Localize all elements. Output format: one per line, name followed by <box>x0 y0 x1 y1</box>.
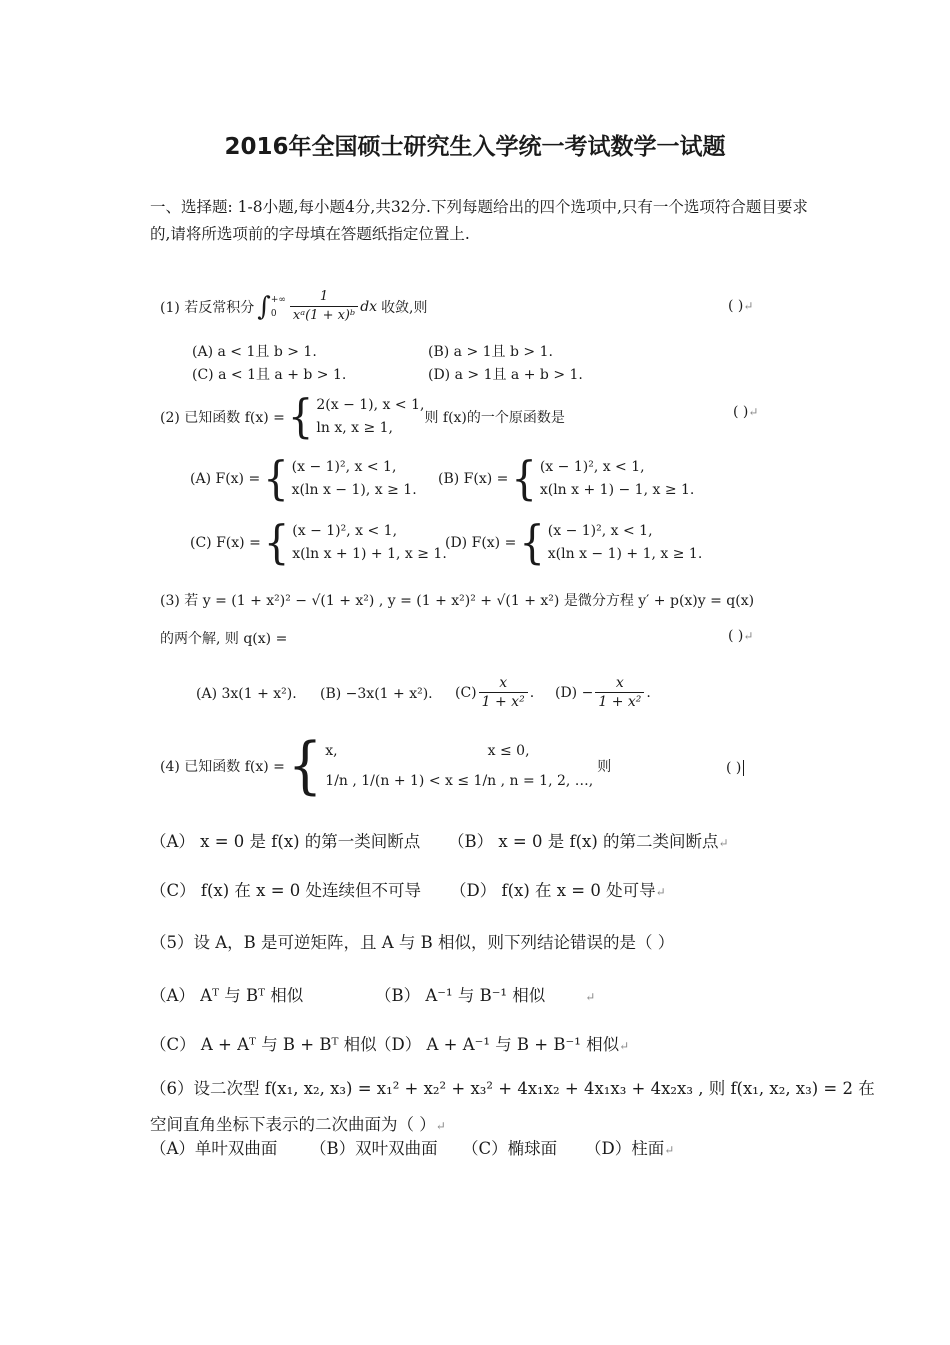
q6-option-d: （D）柱面↵ <box>585 1139 675 1158</box>
q6-option-b: （B）双叶双曲面 <box>310 1139 438 1158</box>
q2-option-a: (A) F(x) = { (x − 1)², x < 1, x(ln x − 1), x ≥ 1. <box>190 452 417 506</box>
question-1-stem <box>160 288 428 325</box>
q3-option-b: (B) −3x(1 + x²). <box>320 686 433 702</box>
q2-brace: { <box>287 390 314 444</box>
integral-sign: ∫ <box>257 291 271 322</box>
q4-case-2: 1/n , 1/(n + 1) < x ≤ 1/n , n = 1, 2, …, <box>325 773 594 789</box>
question-3-line-1: (3) 若 y = (1 + x²)² − √(1 + x²) , y = (1 + x²)² + √(1 + x²) 是微分方程 y′ + p(x)y = q(x) <box>160 593 755 609</box>
q4-prefix: (4) 已知函数 f(x) = <box>160 759 285 775</box>
q1-option-c: (C) a < 1且 a + b > 1. <box>192 367 347 383</box>
question-6-stem-line-1: （6）设二次型 f(x₁, x₂, x₃) = x₁² + x₂² + x₃² + 4x₁x₂ + 4x₁x₃ + 4x₂x₃ , 则 f(x₁, x₂, x₃) = 2 在 <box>150 1079 875 1098</box>
question-3-line-2: 的两个解, 则 q(x) = <box>160 631 288 647</box>
q5-option-b: （B） A⁻¹ 与 B⁻¹ 相似 ↵ <box>375 986 596 1005</box>
q4-option-a: （A） x = 0 是 f(x) 的第一类间断点 <box>150 832 421 851</box>
question-6-stem-line-2: 空间直角坐标下表示的二次曲面为（ ）↵ <box>150 1115 446 1134</box>
q1-denominator: xᵃ(1 + x)ᵇ <box>292 308 356 323</box>
q1-answer-blank: ( )↵ <box>728 298 754 314</box>
section-instructions: 一、选择题: 1-8小题,每小题4分,共32分.下列每题给出的四个选项中,只有一个选项符合题目要求的,请将所选项前的字母填在答题纸指定位置上. <box>150 198 808 243</box>
q1-option-b: (B) a > 1且 b > 1. <box>428 344 553 360</box>
q2-case-1: 2(x − 1), x < 1, <box>316 397 425 413</box>
q4-suffix: 则 <box>597 759 612 775</box>
q1-numerator: 1 <box>290 288 358 307</box>
q2-option-b: (B) F(x) = { (x − 1)², x < 1, x(ln x + 1) − 1, x ≥ 1. <box>438 452 695 506</box>
question-4-stem: (4) 已知函数 f(x) = { x, x ≤ 0, 1/n , 1/(n + 1) < x ≤ 1/n , n = 1, 2, …, 则 <box>160 729 612 802</box>
q6-option-c: （C）椭球面 <box>462 1139 558 1158</box>
question-5-stem: （5）设 A，B 是可逆矩阵，且 A 与 B 相似，则下列结论错误的是（ ） <box>150 933 675 952</box>
q2-option-d: (D) F(x) = { (x − 1)², x < 1, x(ln x − 1) + 1, x ≥ 1. <box>445 516 703 570</box>
q4-answer-blank: ( ) <box>726 760 744 776</box>
q1-option-d: (D) a > 1且 a + b > 1. <box>428 367 583 383</box>
q5-option-d: （D） A + A⁻¹ 与 B + B⁻¹ 相似↵ <box>375 1035 630 1054</box>
q4-option-c: （C） f(x) 在 x = 0 处连续但不可导 <box>150 881 422 900</box>
q1-suffix: 收敛,则 <box>381 299 428 316</box>
q3-answer-blank: ( )↵ <box>728 628 754 644</box>
q4-option-b: （B） x = 0 是 f(x) 的第二类间断点↵ <box>448 832 729 851</box>
q2-case-2: ln x, x ≥ 1, <box>316 420 393 436</box>
q4-option-d: （D） f(x) 在 x = 0 处可导↵ <box>450 881 666 900</box>
q2-answer-blank: ( )↵ <box>733 404 759 420</box>
q6-option-a: （A）单叶双曲面 <box>150 1139 278 1158</box>
q4-case-1-condition: x ≤ 0, <box>487 743 530 759</box>
q3-option-a: (A) 3x(1 + x²). <box>196 686 297 702</box>
q1-dx: dx <box>360 298 378 315</box>
q2-prefix: (2) 已知函数 f(x) = <box>160 410 285 426</box>
integral-upper-limit: +∞ <box>270 294 286 305</box>
q5-option-a: （A） Aᵀ 与 Bᵀ 相似 <box>150 986 304 1005</box>
page-title: 2016年全国硕士研究生入学统一考试数学一试题 <box>224 134 726 160</box>
q3-option-c: (C) $\frac{x}{\text{1 + x²}}$ . <box>455 675 535 710</box>
q5-option-c: （C） A + Aᵀ 与 B + Bᵀ 相似 <box>150 1035 377 1054</box>
q4-case-1-value: x, <box>325 743 338 759</box>
q1-option-a: (A) a < 1且 b > 1. <box>192 344 317 360</box>
q1-prefix: (1) 若反常积分 <box>160 299 255 316</box>
question-2-stem <box>160 390 565 444</box>
integral-lower-limit: 0 <box>270 308 277 319</box>
q3-option-d: (D) − $\frac{x}{\text{1 + x²}}$ . <box>555 675 651 710</box>
q2-suffix: 则 f(x)的一个原函数是 <box>424 410 565 426</box>
q2-option-c: (C) F(x) = { (x − 1)², x < 1, x(ln x + 1) + 1, x ≥ 1. <box>190 516 447 570</box>
